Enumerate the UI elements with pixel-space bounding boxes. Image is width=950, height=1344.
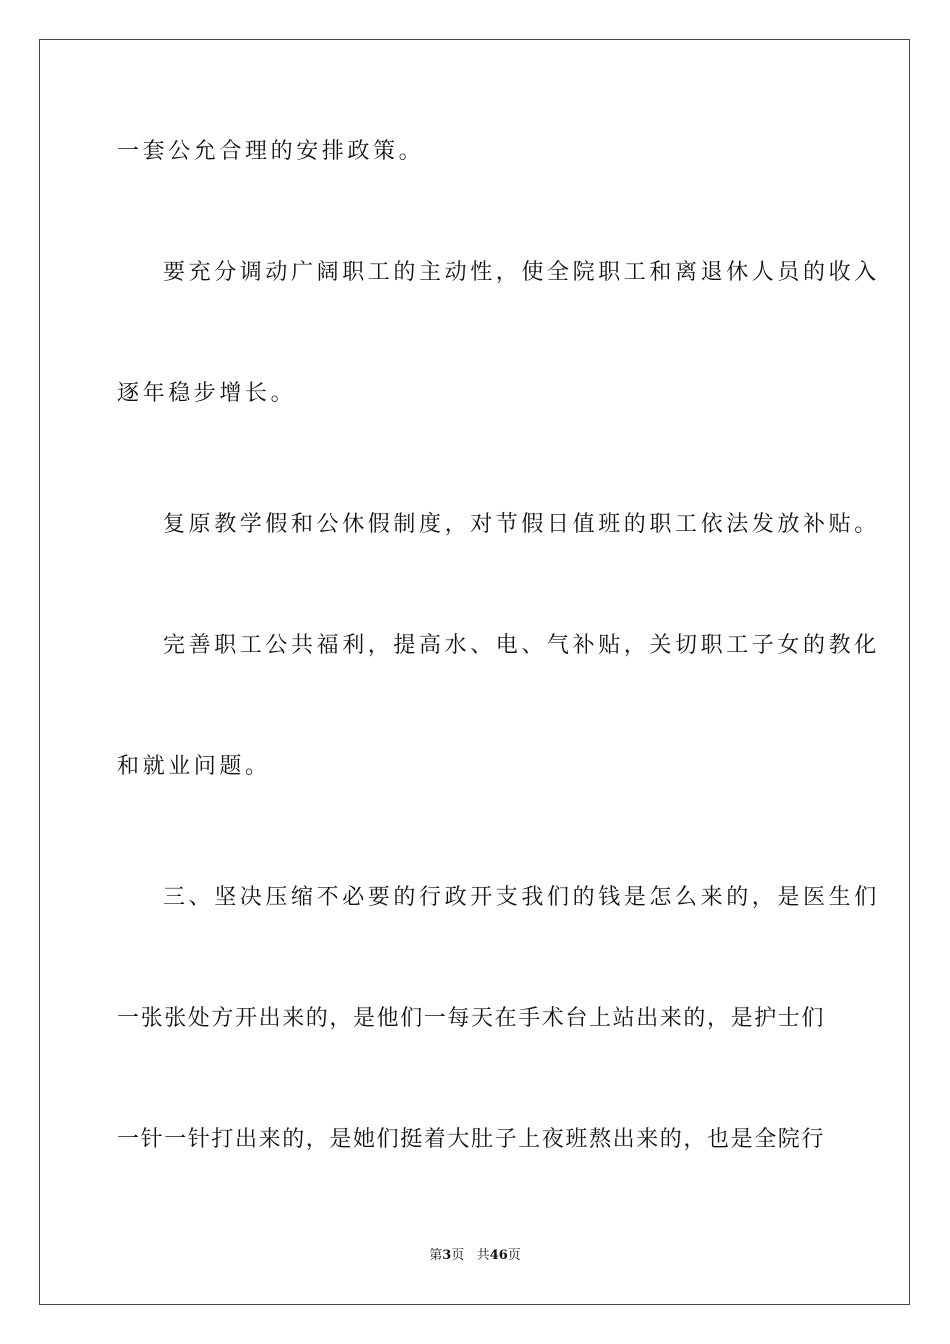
footer-total-pages: 46	[489, 1248, 508, 1263]
text-line-5: 完善职工公共福利，提高水、电、气补贴，关切职工子女的教化	[163, 633, 880, 658]
footer-page-prefix: 第	[429, 1248, 443, 1263]
text-line-8: 一张张处方开出来的，是他们一每天在手术台上站出来的，是护士们	[117, 1006, 826, 1031]
text-line-1: 一套公允合理的安排政策。	[117, 139, 425, 164]
text-line-7: 三、坚决压缩不必要的行政开支我们的钱是怎么来的，是医生们	[163, 885, 880, 910]
page-footer	[0, 1246, 950, 1266]
footer-page-suffix: 页	[451, 1248, 465, 1263]
text-line-3: 逐年稳步增长。	[117, 381, 297, 406]
footer-total-prefix: 共	[476, 1248, 490, 1263]
text-line-2: 要充分调动广阔职工的主动性，使全院职工和离退休人员的收入	[163, 260, 880, 285]
text-line-6: 和就业问题。	[117, 754, 271, 779]
footer-page-number: 3	[442, 1248, 452, 1263]
footer-total-suffix: 页	[507, 1248, 521, 1263]
page-border	[39, 39, 910, 1305]
text-line-4: 复原教学假和公休假制度，对节假日值班的职工依法发放补贴。	[163, 512, 880, 537]
text-line-9: 一针一针打出来的，是她们挺着大肚子上夜班熬出来的，也是全院行	[117, 1127, 826, 1152]
